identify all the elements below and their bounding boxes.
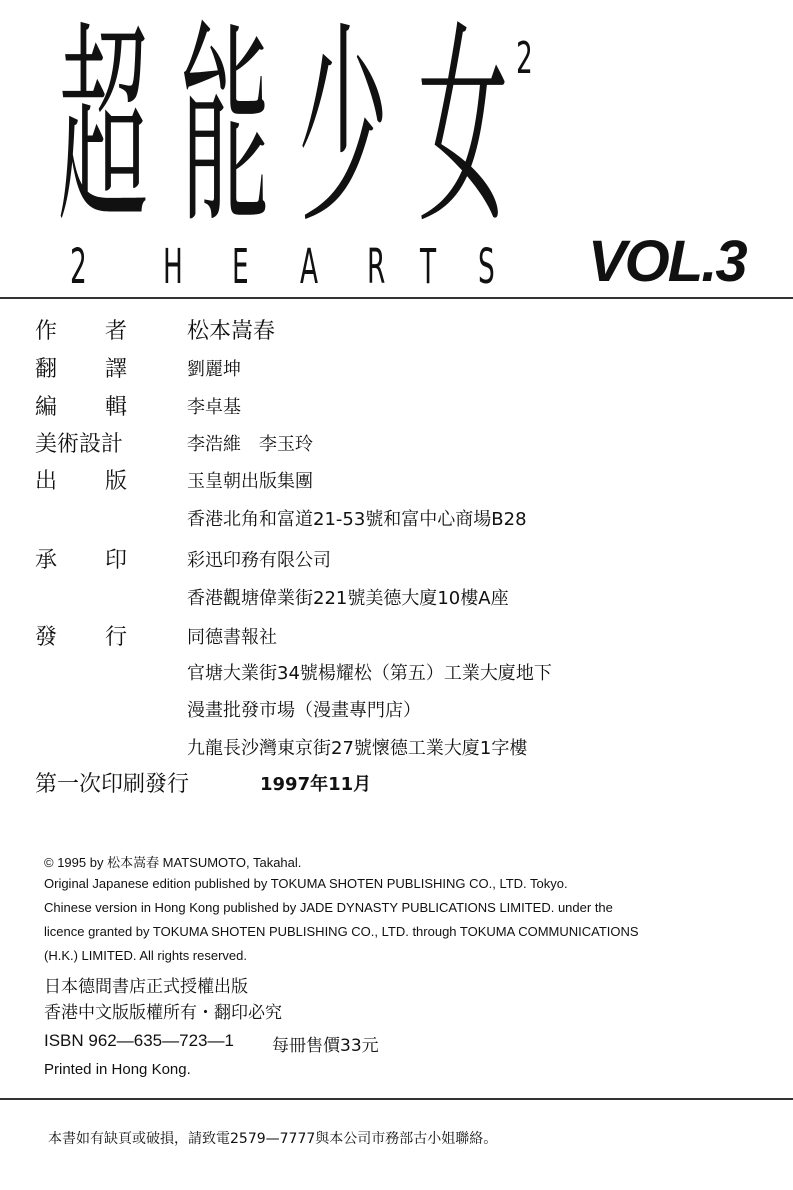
- credit-label: 出版: [35, 469, 176, 494]
- subtitle-letter: A: [300, 239, 319, 295]
- credit-value: 香港北角和富道21-53號和富中心商場B28: [187, 509, 527, 530]
- copyright-line: licence granted by TOKUMA SHOTEN PUBLISHING CO., LTD. through TOKUMA COMMUNICATIONS: [44, 924, 639, 939]
- credit-value: 彩迅印務有限公司: [187, 550, 331, 571]
- credit-value: 九龍長沙灣東京街27號懷德工業大廈1字樓: [187, 738, 528, 759]
- credit-value: 李卓基: [187, 397, 241, 418]
- title-char: 超: [58, 2, 149, 253]
- credit-value: 玉皇朝出版集團: [187, 471, 313, 492]
- credit-label: 承印: [35, 548, 176, 573]
- rights-line: 日本德間書店正式授權出版: [44, 977, 248, 997]
- credit-label: 發行: [35, 625, 176, 650]
- credit-value: 官塘大業街34號楊耀松（第五）工業大廈地下: [187, 663, 552, 684]
- divider: [0, 1098, 793, 1100]
- credit-value: 松本嵩春: [187, 319, 276, 344]
- title-char: 女: [418, 2, 509, 253]
- copyright-line: (H.K.) LIMITED. All rights reserved.: [44, 948, 247, 963]
- volume-label: VOL.3: [588, 229, 746, 294]
- isbn: ISBN 962—635—723—1: [44, 1031, 234, 1050]
- credit-value: 劉麗坤: [187, 359, 241, 380]
- subtitle-letter: S: [478, 239, 495, 295]
- credit-value: 香港觀塘偉業街221號美德大廈10樓A座: [187, 588, 509, 609]
- divider: [0, 297, 793, 299]
- printed-in: Printed in Hong Kong.: [44, 1061, 191, 1078]
- subtitle-letter: 2: [70, 239, 87, 295]
- credit-label: 美術設計: [35, 432, 124, 457]
- first-print-date: 1997年11月: [260, 774, 372, 795]
- copyright-line: Original Japanese edition published by TOKUMA SHOTEN PUBLISHING CO., LTD. Tokyo.: [44, 876, 568, 891]
- credit-label: 作者: [35, 319, 176, 344]
- copyright-line: Chinese version in Hong Kong published by JADE DYNASTY PUBLICATIONS LIMITED. under the: [44, 900, 613, 915]
- subtitle-letter: H: [163, 239, 183, 295]
- rights-line: 香港中文版版權所有・翻印必究: [44, 1003, 282, 1023]
- credit-value: 李浩維 李玉玲: [187, 434, 313, 455]
- credit-value: 同德書報社: [187, 627, 277, 648]
- subtitle-letter: R: [367, 239, 386, 295]
- title-char: 能: [180, 2, 271, 253]
- subtitle-letter: T: [420, 239, 437, 295]
- copyright-line: © 1995 by 松本嵩春 MATSUMOTO, Takahal.: [44, 855, 302, 870]
- credit-label: 編輯: [35, 395, 176, 420]
- credit-label: 翻譯: [35, 357, 176, 382]
- subtitle-letter: E: [232, 239, 249, 295]
- first-print-label: 第一次印刷發行: [35, 772, 190, 797]
- title-superscript: 2: [516, 33, 533, 84]
- title-char: 少: [298, 2, 389, 253]
- price: 每冊售價33元: [272, 1036, 379, 1056]
- credit-value: 漫畫批發市場（漫畫專門店）: [187, 700, 421, 721]
- footer-note: 本書如有缺頁或破損，請致電2579—7777與本公司市務部古小姐聯絡。: [48, 1131, 498, 1147]
